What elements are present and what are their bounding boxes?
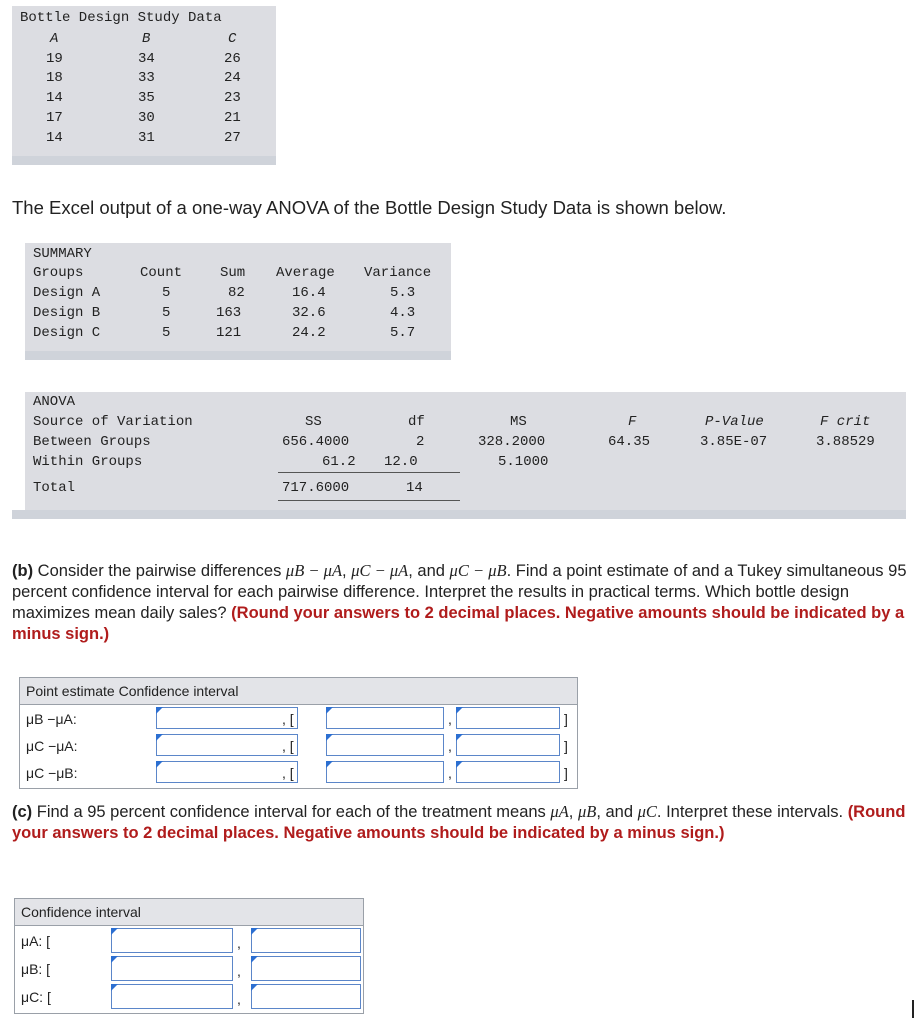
anova-within-ms: 5.1000 — [498, 454, 549, 470]
cell-a2: 18 — [46, 70, 63, 86]
part-c-label: (c) — [12, 803, 33, 821]
part-b-math-1: μB − μA — [285, 561, 343, 580]
summary-header-average: Average — [276, 265, 335, 281]
summary-row-b-variance: 4.3 — [390, 305, 416, 321]
part-b-question — [12, 560, 917, 645]
part-b-math-3: μC − μB — [449, 561, 507, 580]
ci-mu-b-comma: , — [237, 963, 241, 979]
anova-within-label: Within Groups — [33, 454, 143, 470]
ci-lower-c-a-input[interactable] — [326, 734, 444, 756]
point-estimate-b-a-input[interactable] — [156, 707, 298, 729]
summary-header-sum: Sum — [220, 265, 246, 281]
open-bracket-b-a: , [ — [282, 711, 294, 727]
part-b-text-2: . Find a point estimate of and a Tukey simultaneous 95 percent confidence interval for each pairwise difference. Interpret the results in practical terms. Which bottle design maximizes mean daily sales? — [12, 562, 907, 622]
cell-b3: 35 — [138, 90, 155, 106]
ci-mu-a-lower-input[interactable] — [111, 928, 233, 953]
point-estimate-c-a-input[interactable] — [156, 734, 298, 756]
row-label-mu-b: μB: [ — [21, 961, 51, 977]
data-table-title: Bottle Design Study Data — [20, 10, 222, 26]
cell-c2: 24 — [224, 70, 241, 86]
ci-mu-c-upper-input[interactable] — [251, 984, 361, 1009]
summary-header-groups: Groups — [33, 265, 84, 281]
col-header-c: C — [228, 31, 237, 47]
summary-header-count: Count — [140, 265, 183, 281]
cell-b1: 34 — [138, 51, 155, 67]
close-bracket-c-b: ] — [564, 765, 568, 781]
text-cursor — [912, 1000, 914, 1018]
ci-mu-a-upper-input[interactable] — [251, 928, 361, 953]
intro-text: The Excel output of a one-way ANOVA of the Bottle Design Study Data is shown below. — [12, 197, 727, 218]
open-bracket-c-a: , [ — [282, 738, 294, 754]
part-c-math-2: μB — [577, 802, 597, 821]
anova-within-ss: 61.2 — [322, 454, 356, 470]
part-c-math-3: μC — [637, 802, 657, 821]
summary-row-b-sum: 163 — [216, 305, 242, 321]
part-c-sep-1: , — [568, 803, 578, 821]
anova-between-df: 2 — [416, 434, 425, 450]
row-label-b-a: μB −μA: — [26, 711, 77, 727]
data-table-bar — [12, 156, 276, 165]
part-b-sep-2: , and — [408, 562, 450, 580]
anova-header-f: F — [628, 414, 637, 430]
ci-upper-c-a-input[interactable] — [456, 734, 560, 756]
anova-header-ss: SS — [305, 414, 322, 430]
cell-b2: 33 — [138, 70, 155, 86]
part-b-math-2: μC − μA — [351, 561, 409, 580]
part-c-text-2: . Interpret these intervals. — [656, 803, 848, 821]
anova-bar — [12, 510, 906, 519]
anova-header-df: df — [408, 414, 425, 430]
summary-row-a-group: Design A — [33, 285, 101, 301]
summary-row-b-average: 32.6 — [292, 305, 326, 321]
anova-title: ANOVA — [33, 394, 76, 410]
part-c-rounding-note: (Round your answers to 2 decimal places. Negative amounts should be indicated by a minus sign.) — [12, 803, 906, 842]
anova-between-fcrit: 3.88529 — [816, 434, 875, 450]
pairwise-table-header — [20, 678, 577, 705]
cell-a4: 17 — [46, 110, 63, 126]
treatment-ci-header-text: Confidence interval — [21, 904, 141, 920]
cell-a1: 19 — [46, 51, 63, 67]
summary-row-b-count: 5 — [162, 305, 171, 321]
anova-between-label: Between Groups — [33, 434, 151, 450]
part-b-label: (b) — [12, 562, 34, 580]
col-header-b: B — [142, 31, 151, 47]
part-b-text-1: Consider the pairwise differences — [37, 562, 286, 580]
row-label-mu-c: μC: [ — [21, 989, 51, 1005]
summary-row-c-count: 5 — [162, 325, 171, 341]
anova-within-df: 12.0 — [384, 454, 418, 470]
anova-between-ss: 656.4000 — [282, 434, 350, 450]
anova-header-ms: MS — [510, 414, 527, 430]
anova-header-pvalue: P-Value — [705, 414, 764, 430]
ci-upper-b-a-input[interactable] — [456, 707, 560, 729]
summary-row-a-average: 16.4 — [292, 285, 326, 301]
ci-mu-c-comma: , — [237, 991, 241, 1007]
ci-mu-a-comma: , — [237, 935, 241, 951]
pairwise-table-header-text: Point estimate Confidence interval — [26, 683, 239, 699]
summary-row-c-average: 24.2 — [292, 325, 326, 341]
cell-c3: 23 — [224, 90, 241, 106]
anova-between-ms: 328.2000 — [478, 434, 546, 450]
summary-row-b-group: Design B — [33, 305, 101, 321]
ci-comma-c-b: , — [448, 765, 452, 781]
treatment-ci-table — [14, 898, 364, 1014]
ci-comma-b-a: , — [448, 711, 452, 727]
anova-total-df: 14 — [406, 480, 423, 496]
cell-a3: 14 — [46, 90, 63, 106]
cell-c5: 27 — [224, 130, 241, 146]
summary-row-a-sum: 82 — [228, 285, 245, 301]
cell-a5: 14 — [46, 130, 63, 146]
anova-total-ss: 717.6000 — [282, 480, 350, 496]
part-c-math-1: μA — [550, 802, 569, 821]
row-label-c-a: μC −μA: — [26, 738, 78, 754]
summary-row-c-group: Design C — [33, 325, 101, 341]
cell-c1: 26 — [224, 51, 241, 67]
row-label-mu-a: μA: [ — [21, 933, 51, 949]
part-c-question — [12, 801, 917, 844]
point-estimate-c-b-input[interactable] — [156, 761, 298, 783]
summary-title: SUMMARY — [33, 246, 92, 262]
close-bracket-c-a: ] — [564, 738, 568, 754]
open-bracket-c-b: , [ — [282, 765, 294, 781]
anova-between-f: 64.35 — [608, 434, 651, 450]
ci-upper-c-b-input[interactable] — [456, 761, 560, 783]
close-bracket-b-a: ] — [564, 711, 568, 727]
cell-b4: 30 — [138, 110, 155, 126]
anova-ss-total-line — [278, 472, 460, 473]
col-header-a: A — [50, 31, 59, 47]
anova-panel — [25, 392, 906, 512]
anova-between-pvalue: 3.85E-07 — [700, 434, 768, 450]
ci-mu-c-lower-input[interactable] — [111, 984, 233, 1009]
ci-lower-c-b-input[interactable] — [326, 761, 444, 783]
anova-header-source: Source of Variation — [33, 414, 193, 430]
treatment-ci-header — [15, 899, 363, 926]
summary-row-a-variance: 5.3 — [390, 285, 416, 301]
ci-mu-b-lower-input[interactable] — [111, 956, 233, 981]
summary-row-c-variance: 5.7 — [390, 325, 416, 341]
pairwise-table — [19, 677, 578, 789]
part-c-sep-2: , and — [596, 803, 638, 821]
row-label-c-b: μC −μB: — [26, 765, 78, 781]
part-c-text-1: Find a 95 percent confidence interval for each of the treatment means — [36, 803, 551, 821]
summary-row-a-count: 5 — [162, 285, 171, 301]
anova-header-fcrit: F crit — [820, 414, 871, 430]
ci-mu-b-upper-input[interactable] — [251, 956, 361, 981]
ci-comma-c-a: , — [448, 738, 452, 754]
part-b-rounding-note: (Round your answers to 2 decimal places. Negative amounts should be indicated by a minus sign.) — [12, 604, 905, 643]
summary-header-variance: Variance — [364, 265, 432, 281]
part-b-sep-1: , — [342, 562, 352, 580]
anova-total-label: Total — [33, 480, 76, 496]
summary-row-c-sum: 121 — [216, 325, 242, 341]
cell-b5: 31 — [138, 130, 155, 146]
ci-lower-b-a-input[interactable] — [326, 707, 444, 729]
cell-c4: 21 — [224, 110, 241, 126]
anova-total-line — [278, 500, 460, 501]
summary-bar — [25, 351, 451, 360]
